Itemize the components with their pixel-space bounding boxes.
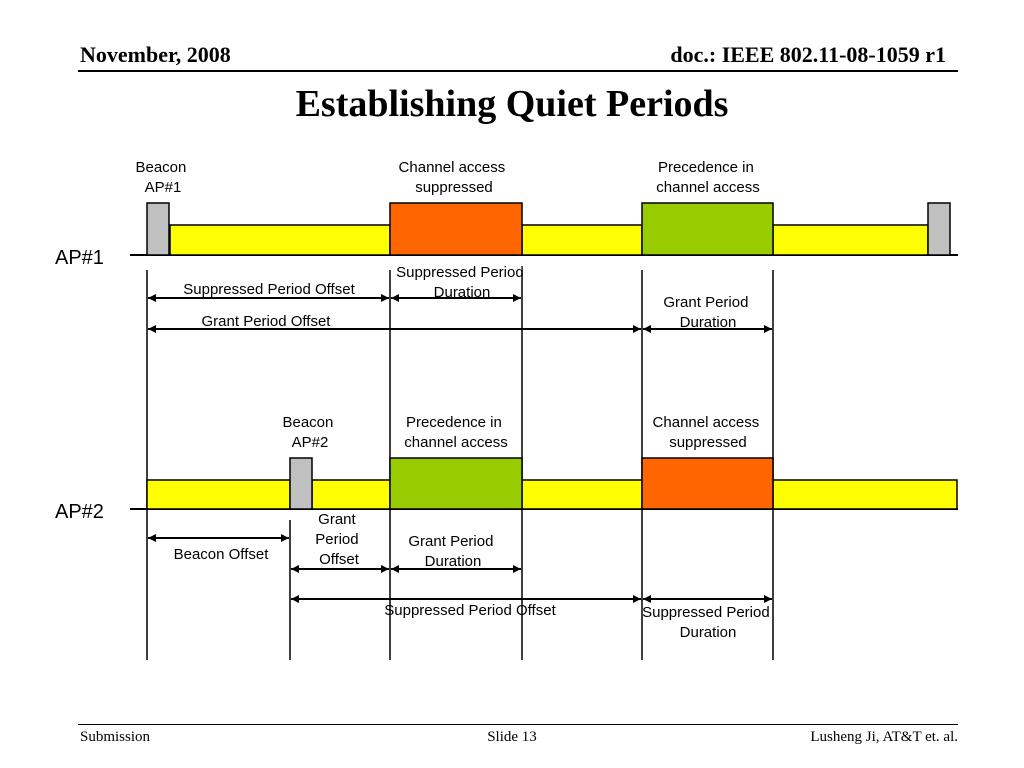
slide-title: Establishing Quiet Periods [295, 83, 729, 125]
ap2-suppressed-label: Channel access suppressed [652, 414, 760, 451]
ap1-beacon-label: Beacon AP#1 [135, 159, 187, 196]
ap1-next-beacon-block [928, 203, 950, 255]
ap2-suppressed-offset-label: Suppressed Period Offset [384, 602, 556, 619]
ap1-idle-segment [170, 225, 390, 255]
header-doc-id: doc.: IEEE 802.11-08-1059 r1 [670, 42, 946, 67]
header-date: November, 2008 [80, 42, 231, 67]
ap2-timeline [130, 458, 958, 509]
ap2-idle-segment [312, 480, 390, 509]
ap2-idle-segment [147, 480, 290, 509]
ap2-suppressed-block [642, 458, 773, 509]
ap1-idle-segment [773, 225, 928, 255]
ap2-grant-offset-label: Grant Period Offset [315, 511, 359, 568]
ap1-suppressed-duration-label: Suppressed Period Duration [396, 264, 524, 301]
ap2-idle-segment [522, 480, 642, 509]
ap1-suppressed-label: Channel access suppressed [398, 159, 506, 196]
ap2-precedence-block [390, 458, 522, 509]
footer-author: Lusheng Ji, AT&T et. al. [810, 729, 958, 745]
ap1-grant-offset-label: Grant Period Offset [201, 313, 331, 330]
ap2-beacon-offset-label: Beacon Offset [173, 546, 269, 563]
ap1-precedence-label: Precedence in channel access [656, 159, 760, 196]
ap2-grant-duration-label: Grant Period Duration [408, 533, 494, 570]
ap2-beacon-block [290, 458, 312, 509]
ap1-precedence-block [642, 203, 773, 255]
ap1-suppressed-offset-label: Suppressed Period Offset [183, 281, 355, 298]
footer-submission: Submission [80, 729, 151, 745]
footer-slide-number: Slide 13 [487, 729, 537, 745]
ap1-beacon-block [147, 203, 169, 255]
ap1-timeline [130, 203, 958, 255]
ap1-suppressed-block [390, 203, 522, 255]
ap1-grant-duration-label: Grant Period Duration [663, 294, 749, 331]
footer-rule [78, 724, 958, 725]
ap1-label: AP#1 [55, 247, 104, 269]
ap2-idle-segment [773, 480, 957, 509]
ap2-beacon-label: Beacon AP#2 [282, 414, 334, 451]
ap1-idle-segment [522, 225, 642, 255]
ap2-label: AP#2 [55, 501, 104, 523]
ap2-precedence-label: Precedence in channel access [404, 414, 508, 451]
ap2-suppressed-duration-label: Suppressed Period Duration [642, 604, 770, 641]
